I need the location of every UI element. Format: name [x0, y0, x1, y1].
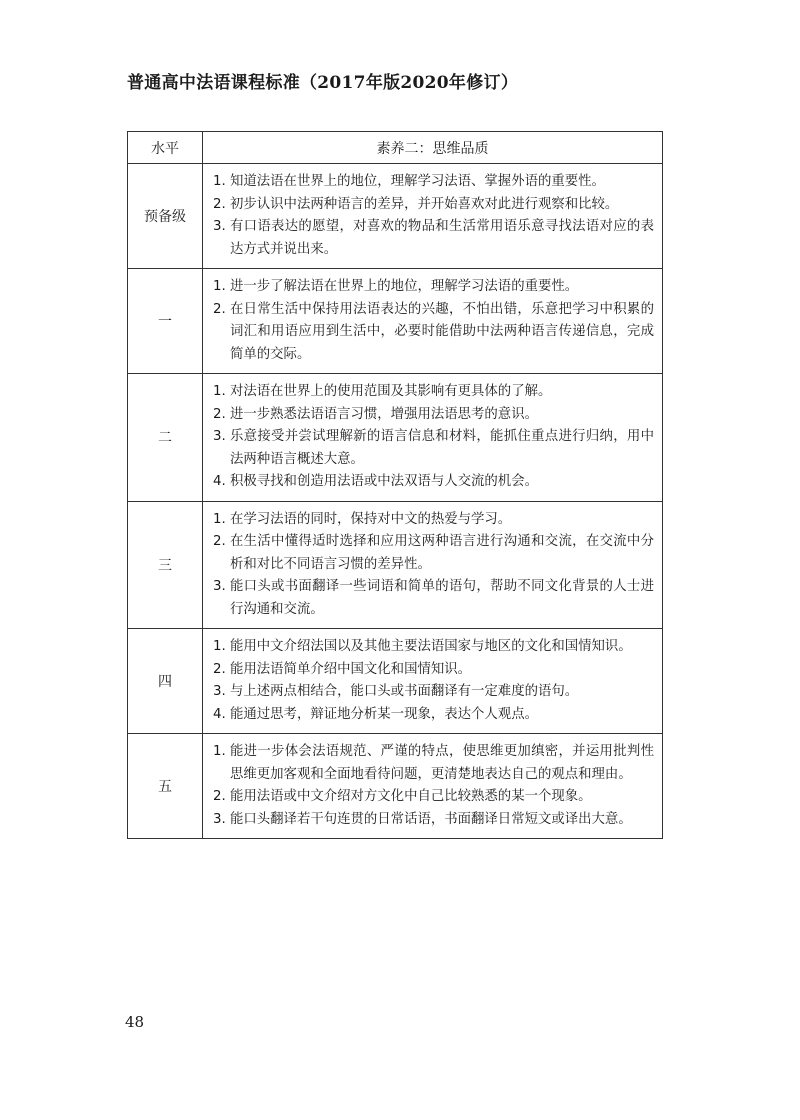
list-item: [213, 636, 654, 659]
item-number: 3.: [213, 811, 226, 827]
item-number: 1.: [213, 174, 226, 189]
page-header-title: 普通高中法语课程标准（2017年版2020年修订）: [127, 73, 519, 93]
item-text: 能进一步体会法语规范、严谨的特点，使思维更加缜密，并运用批判性思维更加客观和全面地看待问题，更清楚地表达自己的观点和理由。: [230, 744, 654, 782]
item-text: 与上述两点相结合，能口头或书面翻译有一定难度的语句。: [230, 684, 579, 699]
description-cell: [203, 164, 663, 269]
item-text: 能用中文介绍法国以及其他主要法语国家与地区的文化和国情知识。: [230, 639, 632, 654]
table-row: [128, 164, 663, 269]
level-cell: 二: [128, 374, 203, 502]
level-column-header: 水平: [128, 132, 203, 164]
level-cell: 四: [128, 629, 203, 734]
item-text: 在日常生活中保持用法语表达的兴趣，不怕出错，乐意把学习中积累的词汇和用语应用到生活中，必要时能借助中法两种语言传递信息，完成简单的交际。: [230, 301, 654, 362]
list-item: [213, 809, 654, 832]
description-column-header: 素养二：思维品质: [203, 132, 663, 164]
list-item: [213, 659, 654, 682]
list-item: [213, 704, 654, 727]
item-number: 2.: [213, 534, 226, 549]
level-cell: 一: [128, 269, 203, 374]
description-list: [213, 509, 654, 622]
item-number: 4.: [213, 706, 226, 722]
list-item: [213, 381, 654, 404]
item-number: 1.: [213, 384, 226, 399]
list-item: [213, 299, 654, 367]
level-cell: 预备级: [128, 164, 203, 269]
item-number: 2.: [213, 789, 226, 804]
description-list: [213, 636, 654, 726]
item-number: 3.: [213, 579, 226, 594]
item-number: 3.: [213, 429, 226, 444]
item-number: 1.: [213, 639, 226, 654]
level-cell: 五: [128, 734, 203, 839]
item-number: 1.: [213, 279, 226, 294]
description-list: [213, 276, 654, 366]
item-text: 进一步熟悉法语语言习惯，增强用法语思考的意识。: [230, 406, 538, 422]
table-row: [128, 374, 663, 502]
description-cell: [203, 734, 663, 839]
list-item: [213, 276, 654, 299]
item-text: 积极寻找和创造用法语或中法双语与人交流的机会。: [230, 474, 538, 489]
level-cell: 三: [128, 501, 203, 629]
table-header-row: [128, 132, 663, 164]
item-number: 1.: [213, 744, 226, 759]
item-text: 知道法语在世界上的地位，理解学习法语、掌握外语的重要性。: [230, 174, 605, 189]
item-text: 能用法语或中文介绍对方文化中自己比较熟悉的某一个现象。: [230, 789, 592, 804]
item-number: 4.: [213, 474, 226, 489]
table-row: [128, 734, 663, 839]
table-row: [128, 269, 663, 374]
item-text: 在生活中懂得适时选择和应用这两种语言进行沟通和交流，在交流中分析和对比不同语言习惯的差异性。: [230, 534, 654, 572]
item-number: 2.: [213, 301, 226, 317]
item-number: 2.: [213, 661, 226, 677]
item-text: 能口头翻译若干句连贯的日常话语，书面翻译日常短文或译出大意。: [230, 811, 632, 827]
list-item: [213, 531, 654, 576]
description-list: [213, 171, 654, 261]
table-row: [128, 501, 663, 629]
description-list: [213, 381, 654, 494]
item-text: 对法语在世界上的使用范围及其影响有更具体的了解。: [230, 384, 552, 399]
item-text: 有口语表达的愿望，对喜欢的物品和生活常用语乐意寻找法语对应的表达方式并说出来。: [230, 219, 654, 257]
item-text: 初步认识中法两种语言的差异，并开始喜欢对此进行观察和比较。: [230, 196, 619, 212]
page-number: 48: [125, 1013, 145, 1031]
description-list: [213, 741, 654, 831]
item-number: 1.: [213, 511, 226, 527]
description-cell: [203, 629, 663, 734]
item-text: 在学习法语的同时，保持对中文的热爱与学习。: [230, 511, 512, 527]
list-item: [213, 194, 654, 217]
list-item: [213, 681, 654, 704]
list-item: [213, 426, 654, 471]
list-item: [213, 471, 654, 494]
table-row: [128, 629, 663, 734]
item-number: 2.: [213, 406, 226, 422]
description-cell: [203, 374, 663, 502]
item-text: 能口头或书面翻译一些词语和简单的语句，帮助不同文化背景的人士进行沟通和交流。: [230, 579, 654, 617]
list-item: [213, 404, 654, 427]
description-cell: [203, 269, 663, 374]
item-number: 2.: [213, 196, 226, 212]
description-cell: [203, 501, 663, 629]
item-text: 能通过思考，辩证地分析某一现象，表达个人观点。: [230, 706, 538, 722]
list-item: [213, 786, 654, 809]
list-item: [213, 509, 654, 532]
list-item: [213, 741, 654, 786]
item-text: 能用法语简单介绍中国文化和国情知识。: [230, 661, 472, 677]
item-number: 3.: [213, 684, 226, 699]
list-item: [213, 171, 654, 194]
item-text: 进一步了解法语在世界上的地位，理解学习法语的重要性。: [230, 279, 579, 294]
list-item: [213, 576, 654, 621]
table-body: [128, 164, 663, 839]
list-item: [213, 216, 654, 261]
item-text: 乐意接受并尝试理解新的语言信息和材料，能抓住重点进行归纳，用中法两种语言概述大意。: [230, 429, 654, 467]
item-number: 3.: [213, 219, 226, 234]
standards-table: [127, 131, 663, 839]
